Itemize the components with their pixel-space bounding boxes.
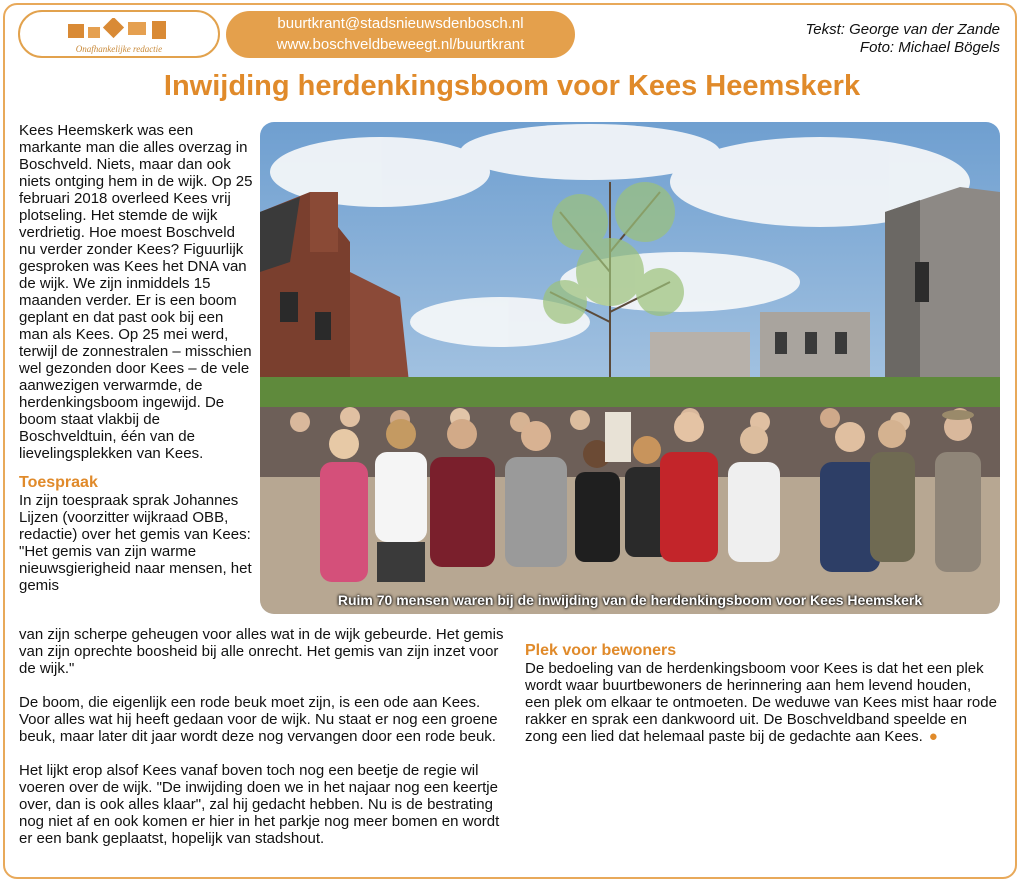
regie-paragraph: Het lijkt erop alsof Kees vanaf boven toch nog een beetje de regie wil voeren over de wijk. "De inwijding doen we in het najaar nog een keertje over, dan is ook alles klaar", zal hij gedacht hebben. Nu is de bestrating nog niet af en ook komen er hier in het parkje nog meer bomen en wordt er een bank geplaatst, hopelijk van stadshout. bbox=[19, 762, 500, 847]
article-photo bbox=[260, 122, 1000, 614]
photo-credit: Foto: Michael Bögels bbox=[859, 39, 1000, 56]
contact-email[interactable]: buurtkrant@stadsnieuwsdenbosch.nl bbox=[277, 15, 524, 32]
bewoners-text: De bedoeling van de herdenkingsboom voor Kees is dat het een plek wordt waar buurtbewoners de herinnering aan hem levend houden, een plek om elkaar te ontmoeten. De weduwe van Kees mist haar rode rakker en sprak een dankwoord uit. De Boschveldband speelde en zong een lied dat helemaal paste bij de gedachte aan Kees. bbox=[525, 660, 997, 745]
article-headline: Inwijding herdenkingsboom voor Kees Heemskerk bbox=[163, 70, 861, 102]
ceremony-photo-image bbox=[260, 122, 1000, 614]
text-credit: Tekst: George van der Zande bbox=[805, 21, 1000, 38]
bewoners-paragraph bbox=[525, 660, 1000, 745]
contact-website[interactable]: www.boschveldbeweegt.nl/buurtkrant bbox=[276, 36, 525, 53]
credits bbox=[805, 21, 1000, 57]
contact-banner bbox=[226, 11, 575, 58]
logo-blocks-icon bbox=[68, 18, 178, 42]
logo-tagline: Onafhankelijke redactie bbox=[75, 44, 163, 54]
left-column bbox=[19, 626, 507, 864]
masthead-logo bbox=[18, 10, 220, 58]
intro-paragraph: Kees Heemskerk was een markante man die alles overzag in Boschveld. Niets, maar dan ook niets ontging hem in de wijk. Op 25 februari 2018 overleed Kees vrij plotseling. Het stemde de wijk verdrietig. Hoe moest Boschveld nu verder zonder Kees? Figuurlijk gesproken was Kees het DNA van de wijk. We zijn inmiddels 15 maanden verder. Er is een boom geplant en dat past ook bij een man als Kees. Op 25 mei werd, terwijl de zonnestralen – misschien wel gezonden door Kees – de vele aanwezigen verwarmde, de herdenkingsboom ingewijd. De boom staat vlakbij de Boschveldtuin, één van de lievelingsplekken van Kees. bbox=[19, 122, 253, 462]
end-mark-icon: ● bbox=[928, 728, 938, 745]
toespraak-paragraph-start: In zijn toespraak sprak Johannes Lijzen (voorzitter wijkraad OBB, redactie) over het gemis van Kees: "Het gemis van zijn warme nieuwsgierigheid naar mensen, het gemis bbox=[19, 492, 252, 594]
section-title-toespraak: Toespraak bbox=[19, 474, 98, 491]
intro-column bbox=[19, 122, 255, 594]
photo-caption: Ruim 70 mensen waren bij de inwijding van de herdenkingsboom voor Kees Heemskerk bbox=[337, 592, 923, 608]
section-title-plek-voor-bewoners: Plek voor bewoners bbox=[525, 642, 677, 659]
toespraak-paragraph-end: van zijn scherpe geheugen voor alles wat in de wijk gebeurde. Het gemis van zijn oprechte boosheid bij alle onrecht. Het gemis van zijn inzet voor de wijk." bbox=[19, 626, 504, 677]
right-column bbox=[525, 626, 1000, 745]
beuk-paragraph: De boom, die eigenlijk een rode beuk moet zijn, is een ode aan Kees. Voor alles wat hij heeft gedaan voor de wijk. Nu staat er nog een groene beuk, maar later dit jaar wordt deze nog vervangen door een rode beuk. bbox=[19, 694, 498, 745]
